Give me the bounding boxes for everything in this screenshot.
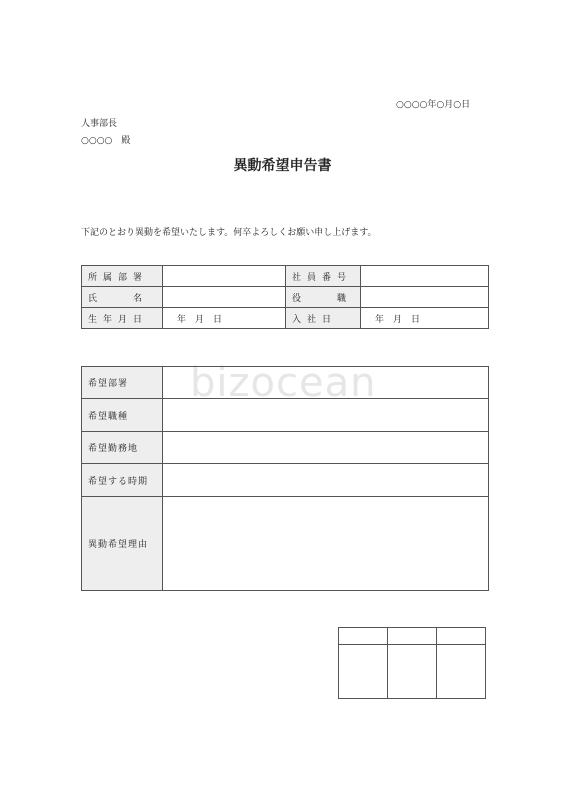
transfer-wish-table xyxy=(81,366,489,591)
position-label: 役 職 xyxy=(286,287,361,308)
table-row xyxy=(82,432,489,464)
wish-timing-field[interactable] xyxy=(163,464,489,497)
watermark-logo: bizocean xyxy=(190,360,377,406)
stamp-header-cell xyxy=(437,628,486,645)
wish-location-field[interactable] xyxy=(163,432,489,464)
table-row xyxy=(339,645,486,699)
birthdate-field[interactable]: 年 月 日 xyxy=(163,308,286,329)
recipient-title: 人事部長 xyxy=(81,119,118,129)
employee-no-label: 社員番号 xyxy=(286,266,361,287)
position-field[interactable] xyxy=(361,287,489,308)
employee-info-table xyxy=(81,265,489,329)
table-row xyxy=(82,266,489,287)
wish-job-field[interactable] xyxy=(163,399,489,432)
approval-stamp-table xyxy=(338,627,486,699)
table-row xyxy=(82,464,489,497)
table-row xyxy=(82,308,489,329)
stamp-cell[interactable] xyxy=(388,645,437,699)
name-field[interactable] xyxy=(163,287,286,308)
reason-field[interactable] xyxy=(163,497,489,591)
department-label: 所属部署 xyxy=(82,266,163,287)
reason-label: 異動希望理由 xyxy=(82,497,163,591)
birthdate-label: 生年月日 xyxy=(82,308,163,329)
stamp-header-cell xyxy=(388,628,437,645)
wish-timing-label: 希望する時期 xyxy=(82,464,163,497)
hire-date-label: 入社日 xyxy=(286,308,361,329)
table-row xyxy=(82,287,489,308)
stamp-cell[interactable] xyxy=(339,645,388,699)
wish-dept-field[interactable] xyxy=(163,367,489,399)
stamp-header-cell xyxy=(339,628,388,645)
intro-text: 下記のとおり異動を希望いたします。何卒よろしくお願い申し上げます。 xyxy=(81,228,377,238)
hire-date-field[interactable]: 年 月 日 xyxy=(361,308,489,329)
table-row xyxy=(82,497,489,591)
stamp-cell[interactable] xyxy=(437,645,486,699)
wish-location-label: 希望勤務地 xyxy=(82,432,163,464)
department-field[interactable] xyxy=(163,266,286,287)
table-row xyxy=(339,628,486,645)
date: ○○○○年○月○日 xyxy=(396,100,471,110)
name-label: 氏 名 xyxy=(82,287,163,308)
recipient-name: ○○○○ 殿 xyxy=(81,136,131,146)
wish-job-label: 希望職種 xyxy=(82,399,163,432)
wish-dept-label: 希望部署 xyxy=(82,367,163,399)
table-row xyxy=(82,399,489,432)
table-row xyxy=(82,367,489,399)
employee-no-field[interactable] xyxy=(361,266,489,287)
document-title: 異動希望申告書 xyxy=(233,158,332,174)
